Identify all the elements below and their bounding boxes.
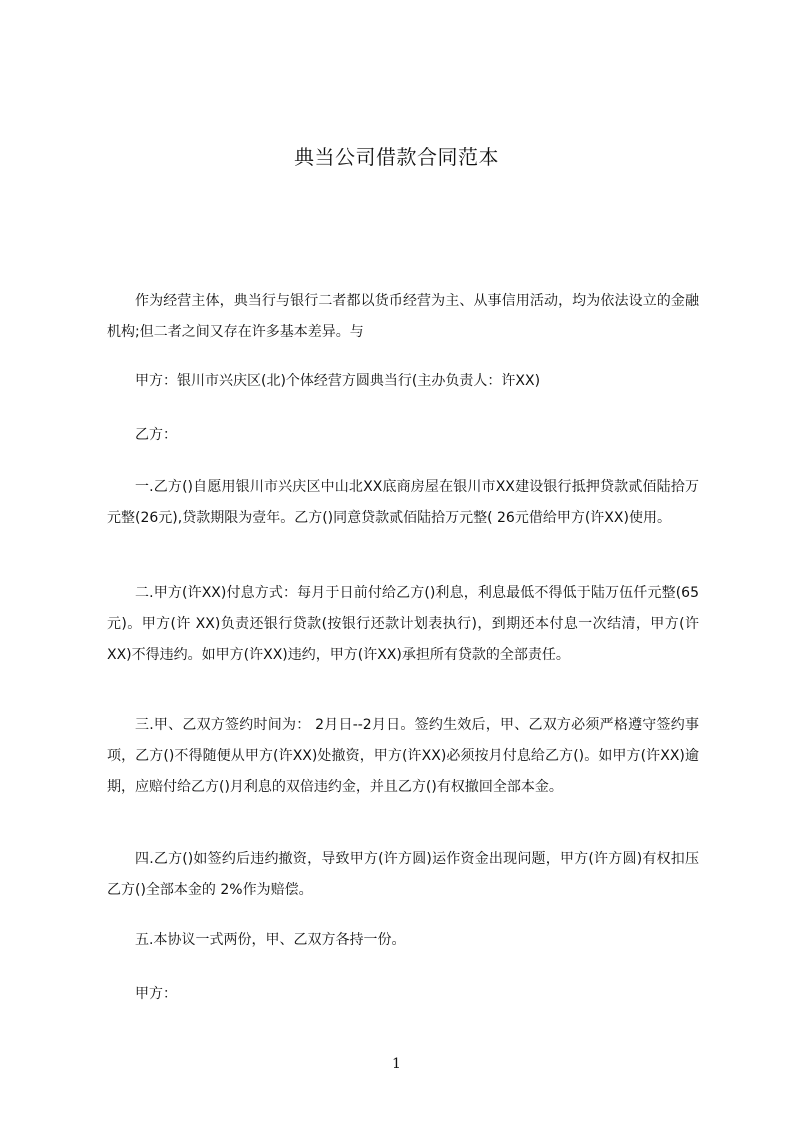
party-b-line: 乙方： <box>135 427 177 443</box>
clause-3: 三.甲、乙双方签约时间为： 2月日--2月日。签约生效后，甲、乙双方必须严格遵守签约事项，乙方()不得随便从甲方(许XX)处撤资，甲方(许XX)必须按月付息给乙方()。如甲方(许XX)逾期，应赔付给乙方()月利息的双倍违约金，并且乙方()有权撤回全部本金。 <box>107 717 699 795</box>
clause-2: 二.甲方(许XX)付息方式：每月于日前付给乙方()利息，利息最低不得低于陆万伍仟元整(65元)。甲方(许 XX)负责还银行贷款(按银行还款计划表执行)，到期还本付息一次结清，甲方(许XX)不得违约。如甲方(许XX)违约，甲方(许XX)承担所有贷款的全部责任。 <box>107 585 699 663</box>
document-title: 典当公司借款合同范本 <box>294 145 499 169</box>
clause-1: 一.乙方()自愿用银川市兴庆区中山北XX底商房屋在银川市XX建设银行抵押贷款贰佰陆拾万元整(26元),贷款期限为壹年。乙方()同意贷款贰佰陆拾万元整( 26元借给甲方(许XX)使用。 <box>107 479 699 526</box>
clause-4: 四.乙方()如签约后违约撤资，导致甲方(许方圆)运作资金出现问题，甲方(许方圆)有权扣压乙方()全部本金的 2%作为赔偿。 <box>107 851 699 898</box>
page-number: 1 <box>392 1056 401 1072</box>
party-a-line: 甲方：银川市兴庆区(北)个体经营方圆典当行(主办负责人：许XX) <box>135 373 541 389</box>
party-a-signature-label: 甲方： <box>135 986 177 1002</box>
intro-paragraph: 作为经营主体，典当行与银行二者都以货币经营为主、从事信用活动，均为依法设立的金融机构;但二者之间又存在许多基本差异。与 <box>107 293 699 340</box>
clause-5: 五.本协议一式两份，甲、乙双方各持一份。 <box>135 932 406 948</box>
